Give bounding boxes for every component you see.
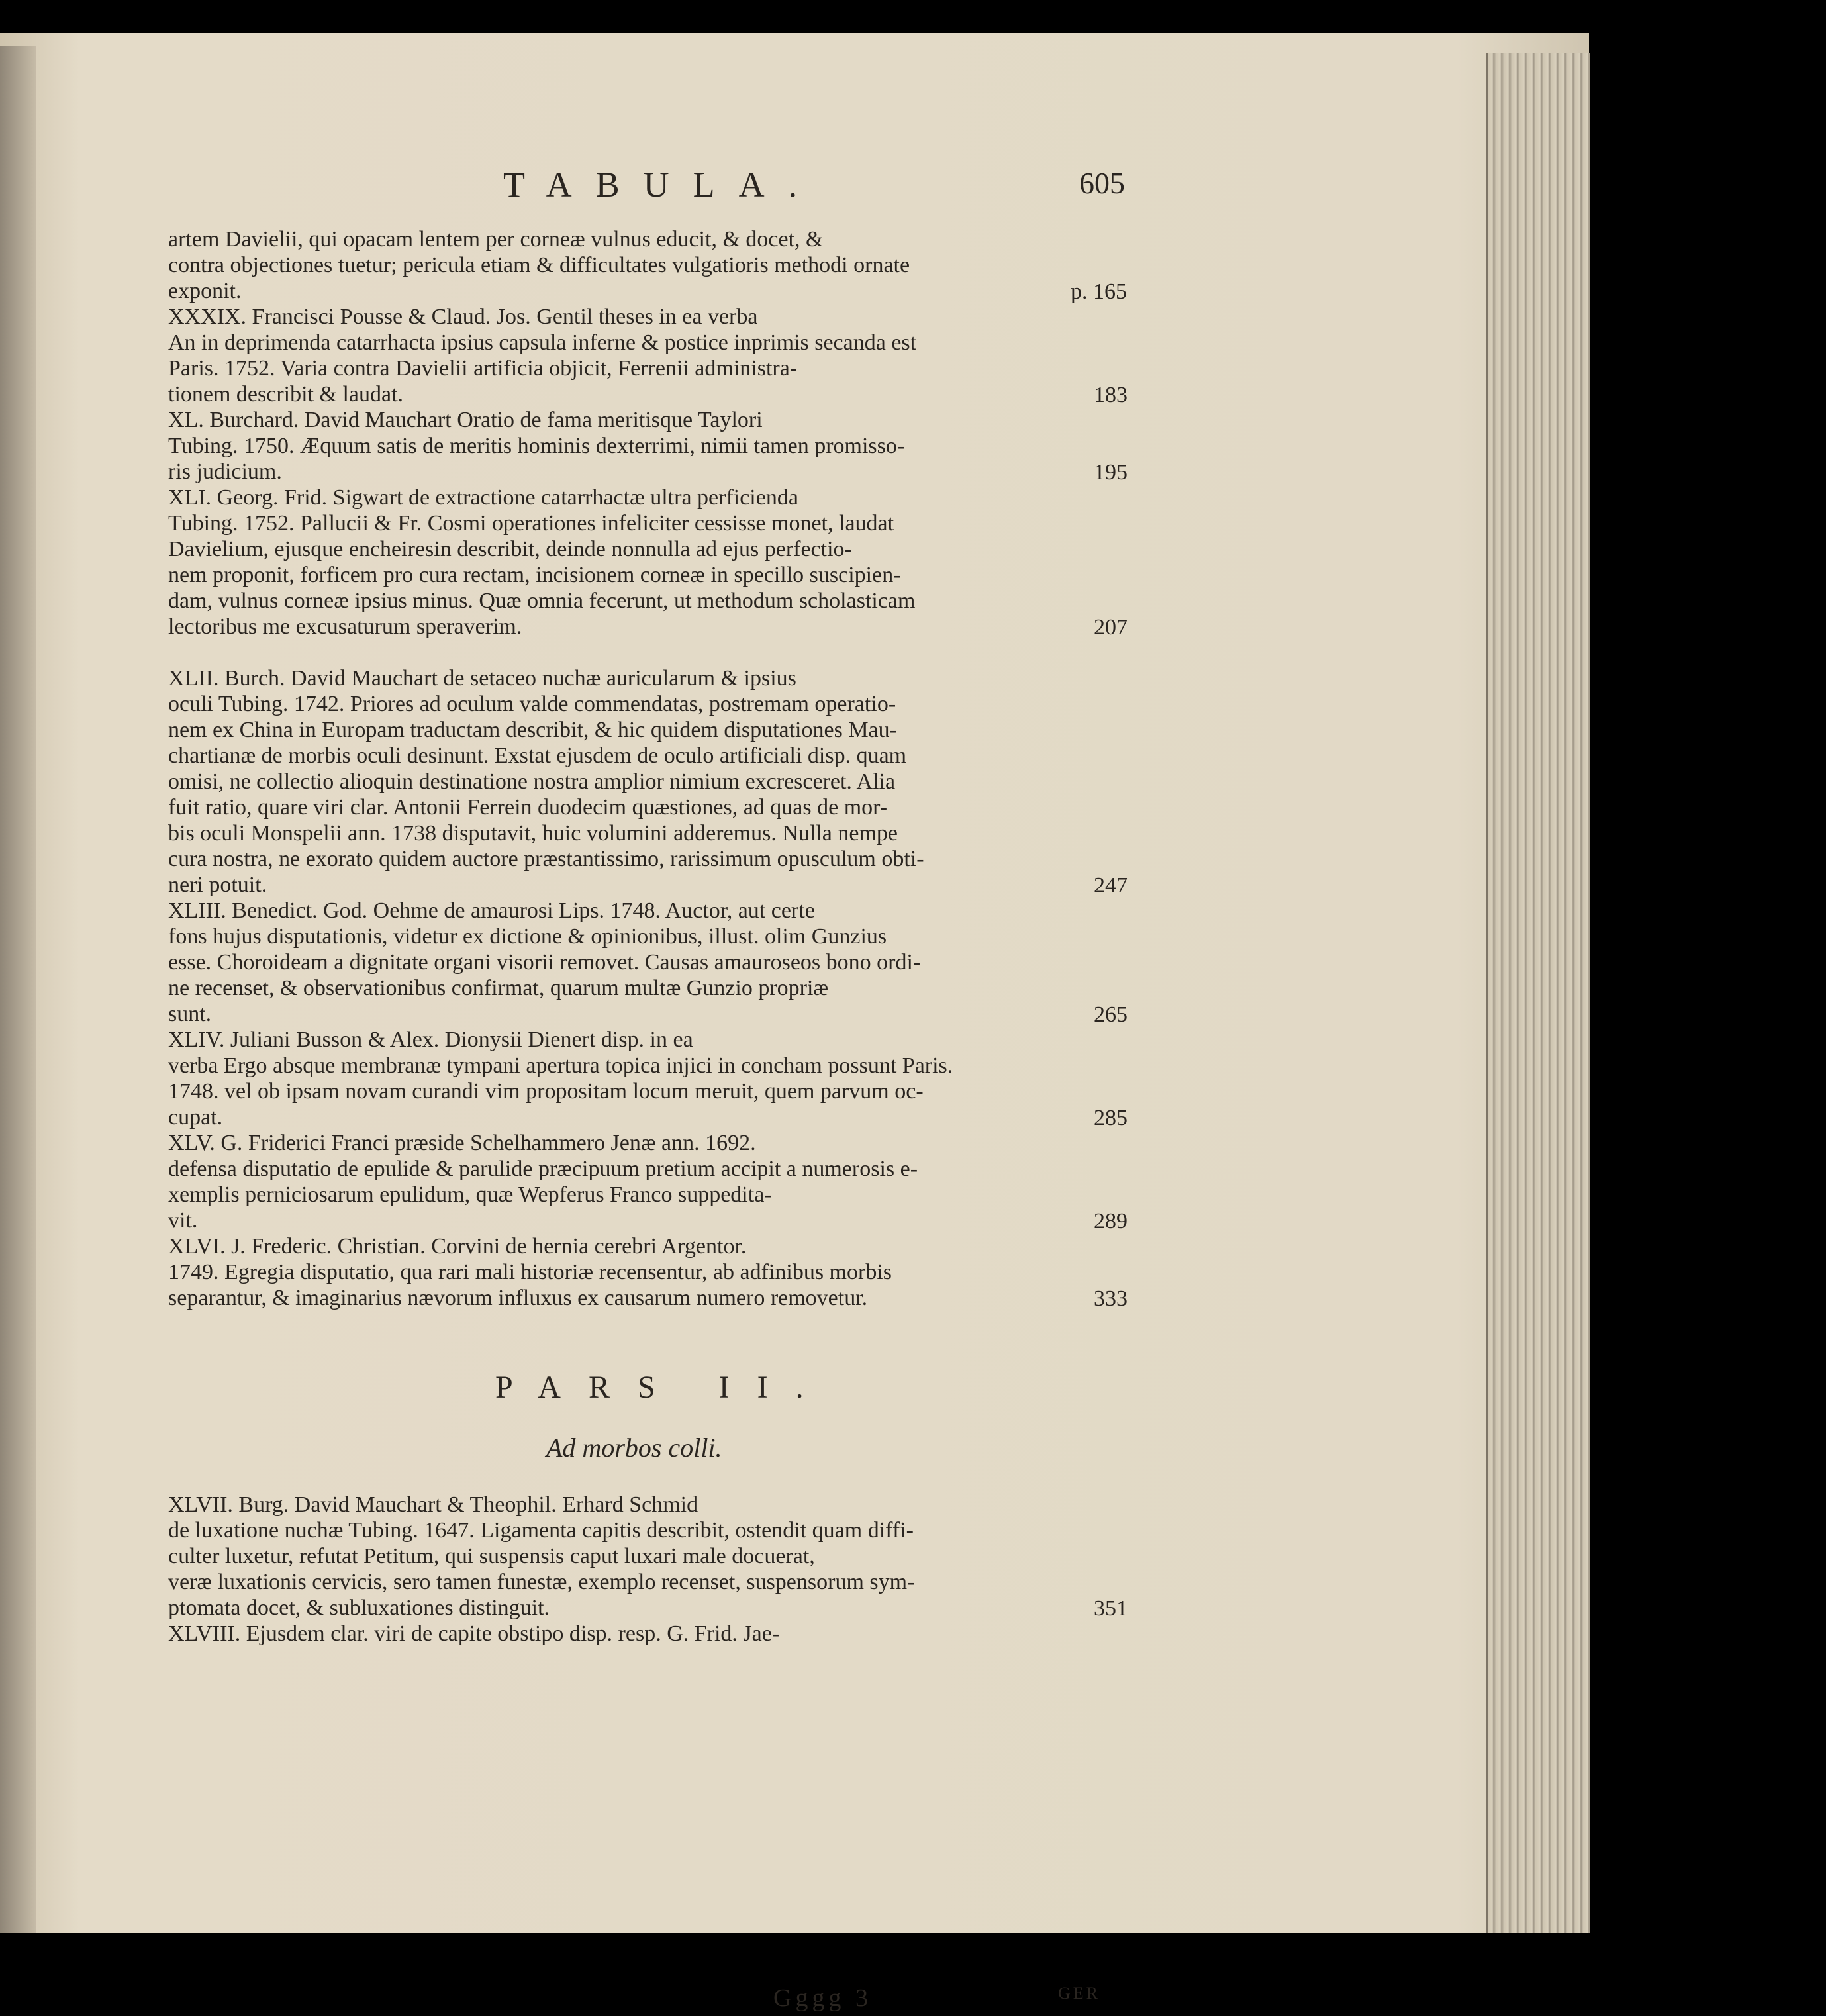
toc-entry-line: Tubing. 1750. Æquum satis de meritis hominis dexterrimi, nimii tamen promisso-: [168, 434, 905, 458]
toc-entry-line: chartianæ de morbis oculi desinunt. Exstat ejusdem de oculo artificiali disp. quam: [168, 744, 907, 768]
toc-entry-line: XL. Burchard. David Mauchart Oratio de fama meritisque Taylori: [168, 408, 763, 432]
toc-entry: [168, 665, 1128, 898]
toc-entry: [168, 1027, 1128, 1130]
toc-entry-line: verba Ergo absque membranæ tympani apertura topica injici in concham possunt Paris.: [168, 1053, 953, 1078]
toc-entry-line: XLII. Burch. David Mauchart de setaceo nuchæ auricularum & ipsius: [168, 666, 796, 691]
toc-page-reference: 207: [1094, 615, 1128, 640]
toc-entry-line: 1748. vel ob ipsam novam curandi vim propositam locum meruit, quem parvum oc-: [168, 1079, 924, 1104]
toc-entry-line: nem proponit, forficem pro cura rectam, incisionem corneæ in specillo suscipien-: [168, 563, 901, 587]
toc-entry-line: nem ex China in Europam traductam describit, & hic quidem disputationes Mau-: [168, 718, 897, 742]
toc-entry-line: 1749. Egregia disputatio, qua rari mali historiæ recensentur, ab adfinibus morbis: [168, 1260, 892, 1284]
toc-entry-line: dam, vulnus corneæ ipsius minus. Quæ omnia fecerunt, ut methodum scholasticam: [168, 589, 916, 613]
background-strip: [1590, 20, 1826, 2016]
toc-entry-line: XXXIX. Francisci Pousse & Claud. Jos. Gentil theses in ea verba: [168, 305, 758, 329]
page-fore-edge: [1486, 53, 1594, 1933]
toc-entry-line: omisi, ne collectio alioquin destinatione nostra amplior nimium excresceret. Alia: [168, 769, 896, 794]
toc-entry-line: XLIII. Benedict. God. Oehme de amaurosi Lips. 1748. Auctor, aut certe: [168, 898, 815, 923]
catchword: GER: [1058, 1984, 1100, 2003]
toc-entry-line: artem Davielii, qui opacam lentem per corneæ vulnus educit, & docet, &: [168, 227, 824, 252]
toc-entry: [168, 1233, 1128, 1311]
toc-entry-line: Davielium, ejusque encheiresin describit, deinde nonnulla ad ejus perfectio-: [168, 537, 852, 561]
toc-entry-line: cupat.: [168, 1105, 223, 1129]
toc-entry: [168, 1492, 1128, 1621]
toc-entry-line: contra objectiones tuetur; pericula etiam & difficultates vulgatioris methodi ornate: [168, 253, 910, 277]
toc-entry: [168, 304, 1128, 407]
toc-entry-line: cura nostra, ne exorato quidem auctore præstantissimo, rarissimum opusculum obti-: [168, 847, 924, 871]
toc-entry-line: sunt.: [168, 1002, 212, 1026]
toc-entry-line: XLV. G. Friderici Franci præside Schelhammero Jenæ ann. 1692.: [168, 1131, 756, 1155]
toc-entry-line: bis oculi Monspelii ann. 1738 disputavit, huic volumini adderemus. Nulla nempe: [168, 821, 898, 845]
page-gutter-shadow: [0, 46, 36, 1933]
toc-entry-line: xemplis perniciosarum epulidum, quæ Wepferus Franco suppedita-: [168, 1182, 772, 1207]
toc-page-reference: 285: [1094, 1106, 1128, 1130]
toc-entry-line: XLVII. Burg. David Mauchart & Theophil. Erhard Schmid: [168, 1492, 698, 1517]
signature-mark: Gggg 3: [773, 1984, 872, 2012]
toc-page-reference: 333: [1094, 1286, 1128, 1311]
toc-page-reference: 247: [1094, 873, 1128, 898]
running-header: TABULA.: [503, 165, 822, 205]
toc-entry-line: esse. Choroideam a dignitate organi visorii removet. Causas amauroseos bono ordi-: [168, 950, 921, 975]
page-number: 605: [1079, 166, 1125, 200]
toc-entry-line: lectoribus me excusaturum speraverim.: [168, 614, 522, 639]
toc-entry-line: XLVI. J. Frederic. Christian. Corvini de hernia cerebri Argentor.: [168, 1234, 747, 1259]
toc-entry-line: oculi Tubing. 1742. Priores ad oculum valde commendatas, postremam operatio-: [168, 692, 896, 716]
toc-entry-line: An in deprimenda catarrhacta ipsius capsula inferne & postice inprimis secanda est: [168, 330, 917, 355]
toc-entry-line: exponit.: [168, 279, 242, 303]
toc-entry: [168, 1621, 1128, 1647]
toc-entry-line: ne recenset, & observationibus confirmat, quarum multæ Gunzio propriæ: [168, 976, 829, 1000]
toc-entry-line: ptomata docet, & subluxationes distinguit.: [168, 1596, 550, 1620]
toc-entry: [168, 898, 1128, 1027]
toc-page-reference: 289: [1094, 1209, 1128, 1233]
toc-entry-line: vit.: [168, 1208, 198, 1233]
toc-entry-line: XLI. Georg. Frid. Sigwart de extractione catarrhactæ ultra perficienda: [168, 485, 798, 510]
toc-page-reference: p. 165: [1071, 279, 1127, 304]
toc-entry-line: veræ luxationis cervicis, sero tamen funestæ, exemplo recenset, suspensorum sym-: [168, 1570, 915, 1594]
toc-entry-line: de luxatione nuchæ Tubing. 1647. Ligamenta capitis describit, ostendit quam diffi-: [168, 1518, 914, 1543]
toc-entry-line: culter luxetur, refutat Petitum, qui suspensis caput luxari male docuerat,: [168, 1544, 815, 1568]
toc-entry-line: XLVIII. Ejusdem clar. viri de capite obstipo disp. resp. G. Frid. Jae-: [168, 1621, 780, 1646]
toc-entry-line: Tubing. 1752. Pallucii & Fr. Cosmi operationes infeliciter cessisse monet, laudat: [168, 511, 894, 536]
toc-entry-line: tionem describit & laudat.: [168, 382, 404, 407]
toc-entry: [168, 485, 1128, 640]
toc-entry: [168, 1130, 1128, 1233]
toc-entry-line: fuit ratio, quare viri clar. Antonii Ferrein duodecim quæstiones, ad quas de mor-: [168, 795, 888, 820]
toc-entry-line: neri potuit.: [168, 873, 267, 897]
toc-entry-line: separantur, & imaginarius nævorum influxus ex causarum numero removetur.: [168, 1286, 868, 1310]
toc-entry-line: XLIV. Juliani Busson & Alex. Dionysii Dienert disp. in ea: [168, 1028, 693, 1052]
section-subtitle: Ad morbos colli.: [546, 1433, 722, 1463]
toc-entry-line: Paris. 1752. Varia contra Davielii artificia objicit, Ferrenii administra-: [168, 356, 798, 381]
toc-entry: [168, 407, 1128, 485]
toc-page-reference: 351: [1094, 1596, 1128, 1621]
toc-page-reference: 195: [1094, 460, 1128, 485]
toc-entry-line: ris judicium.: [168, 459, 282, 484]
toc-page-reference: 183: [1094, 383, 1128, 407]
toc-entry-line: defensa disputatio de epulide & parulide præcipuum pretium accipit a numerosis e-: [168, 1157, 918, 1181]
toc-entry-line: fons hujus disputationis, videtur ex dictione & opinionibus, illust. olim Gunzius: [168, 924, 887, 949]
section-title: PARS II.: [495, 1370, 832, 1405]
toc-entry: [168, 226, 1128, 304]
toc-page-reference: 265: [1094, 1002, 1128, 1027]
